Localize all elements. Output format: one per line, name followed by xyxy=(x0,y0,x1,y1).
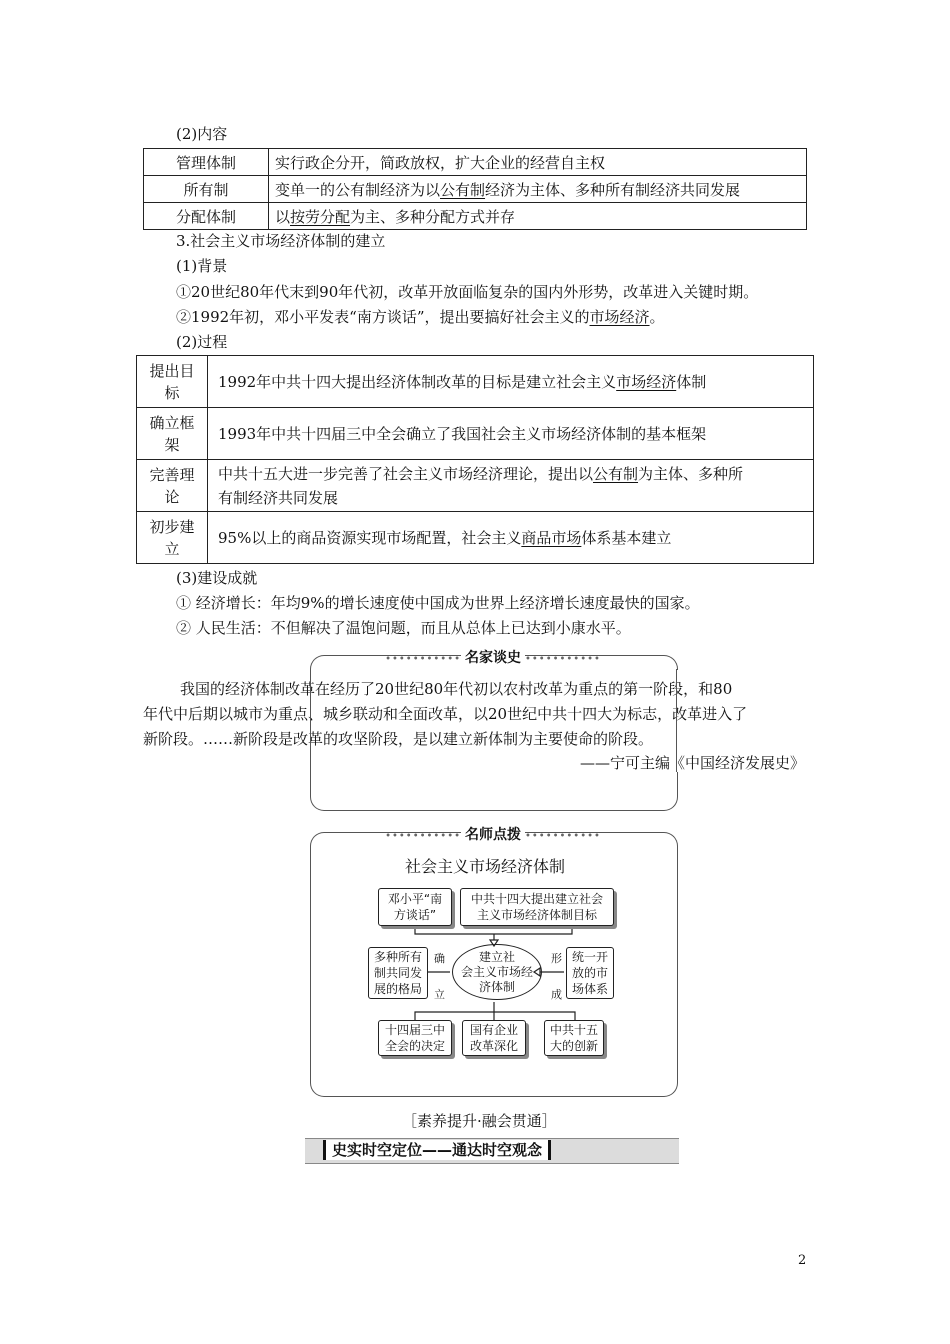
subheading-process: (2)过程 xyxy=(176,333,228,351)
subheading-achievements: (3)建设成就 xyxy=(176,569,258,587)
dots-decoration: ••••••••••• xyxy=(385,831,461,842)
table-row xyxy=(144,176,807,203)
achievement-1: ① 经济增长：年均9%的增长速度使中国成为世界上经济增长速度最快的国家。 xyxy=(176,594,700,612)
dots-decoration: ••••••••••• xyxy=(525,831,601,842)
row-key: 确立框 架 xyxy=(137,408,208,460)
table-row xyxy=(144,203,807,230)
row-value: 1993年中共十四届三中全会确立了我国社会主义市场经济体制的基本框架 xyxy=(208,408,814,460)
process-table xyxy=(136,355,814,564)
historian-box-bottom xyxy=(310,772,678,811)
historian-source: ——宁可主编《中国经济发展史》 xyxy=(580,754,806,772)
row-key: 管理体制 xyxy=(144,149,269,176)
row-value: 实行政企分开，简政放权，扩大企业的经营自主权 xyxy=(269,149,807,176)
page-number: 2 xyxy=(798,1253,807,1268)
table-row xyxy=(144,149,807,176)
node-center-establish-system: 建立社 会主义市场经 济体制 xyxy=(452,944,542,1000)
dots-decoration: ••••••••••• xyxy=(385,654,461,665)
banner xyxy=(305,1138,679,1164)
node-14th-congress-goal: 中共十四大提出建立社会 主义市场经济体制目标 xyxy=(460,888,614,926)
historian-header xyxy=(318,647,668,667)
node-deng-south-talk: 邓小平“南 方谈话” xyxy=(378,888,452,926)
diagram-title: 社会主义市场经济体制 xyxy=(405,857,566,876)
node-15th-congress-innovation: 中共十五 大的创新 xyxy=(544,1020,604,1056)
node-ownership-pattern: 多种所有 制共同发 展的格局 xyxy=(368,947,428,999)
dots-decoration: ••••••••••• xyxy=(525,654,601,665)
row-value: 95%以上的商品资源实现市场配置，社会主义商品市场体系基本建立 xyxy=(208,512,814,564)
achievement-2: ② 人民生活：不但解决了温饱问题，而且从总体上已达到小康水平。 xyxy=(176,619,631,637)
table-row xyxy=(137,356,814,408)
historian-line-1: 我国的经济体制改革在经历了20世纪80年代初以农村改革为重点的第一阶段，和80 xyxy=(180,680,733,698)
table-row xyxy=(137,460,814,512)
section-heading-content: (2)内容 xyxy=(176,125,228,143)
node-soe-reform: 国有企业 改革深化 xyxy=(462,1020,526,1056)
row-value: 变单一的公有制经济为以公有制经济为主体、多种所有制经济共同发展 xyxy=(269,176,807,203)
content-table xyxy=(143,148,807,230)
table-row xyxy=(137,408,814,460)
banner-title: 史实时空定位——通达时空观念 xyxy=(323,1140,551,1160)
row-key: 提出目 标 xyxy=(137,356,208,408)
node-unified-market: 统一开 放的市 场体系 xyxy=(566,947,614,999)
background-point-2: ②1992年初，邓小平发表“南方谈话”，提出要搞好社会主义的市场经济。 xyxy=(176,308,665,326)
teacher-badge: 名师点拨 xyxy=(461,827,525,843)
row-key: 所有制 xyxy=(144,176,269,203)
background-point-1: ①20世纪80年代末到90年代初，改革开放面临复杂的国内外形势，改革进入关键时期。 xyxy=(176,283,759,301)
bracket-title: ［素养提升·融会贯通］ xyxy=(402,1112,557,1130)
box-side xyxy=(676,669,677,772)
subheading-background: (1)背景 xyxy=(176,257,228,275)
label-establish: 确 立 xyxy=(434,952,445,1001)
historian-line-3: 新阶段。……新阶段是改革的攻坚阶段，是以建立新体制为主要使命的阶段。 xyxy=(143,730,654,748)
node-third-plenum-decision: 十四届三中 全会的决定 xyxy=(378,1020,452,1056)
label-form: 形 成 xyxy=(551,952,562,1001)
section-heading-establish: 3.社会主义市场经济体制的建立 xyxy=(176,232,386,250)
row-key: 分配体制 xyxy=(144,203,269,230)
row-value: 1992年中共十四大提出经济体制改革的目标是建立社会主义市场经济体制 xyxy=(208,356,814,408)
teacher-header xyxy=(318,824,668,844)
row-value: 中共十五大进一步完善了社会主义市场经济理论，提出以公有制为主体、多种所 有制经济共同发展 xyxy=(208,460,814,512)
row-key: 初步建 立 xyxy=(137,512,208,564)
row-value: 以按劳分配为主、多种分配方式并存 xyxy=(269,203,807,230)
box-side xyxy=(310,669,311,772)
historian-line-2: 年代中后期以城市为重点、城乡联动和全面改革，以20世纪中共十四大为标志，改革进入了 xyxy=(143,705,748,723)
table-row xyxy=(137,512,814,564)
row-key: 完善理 论 xyxy=(137,460,208,512)
historian-badge: 名家谈史 xyxy=(461,650,525,666)
